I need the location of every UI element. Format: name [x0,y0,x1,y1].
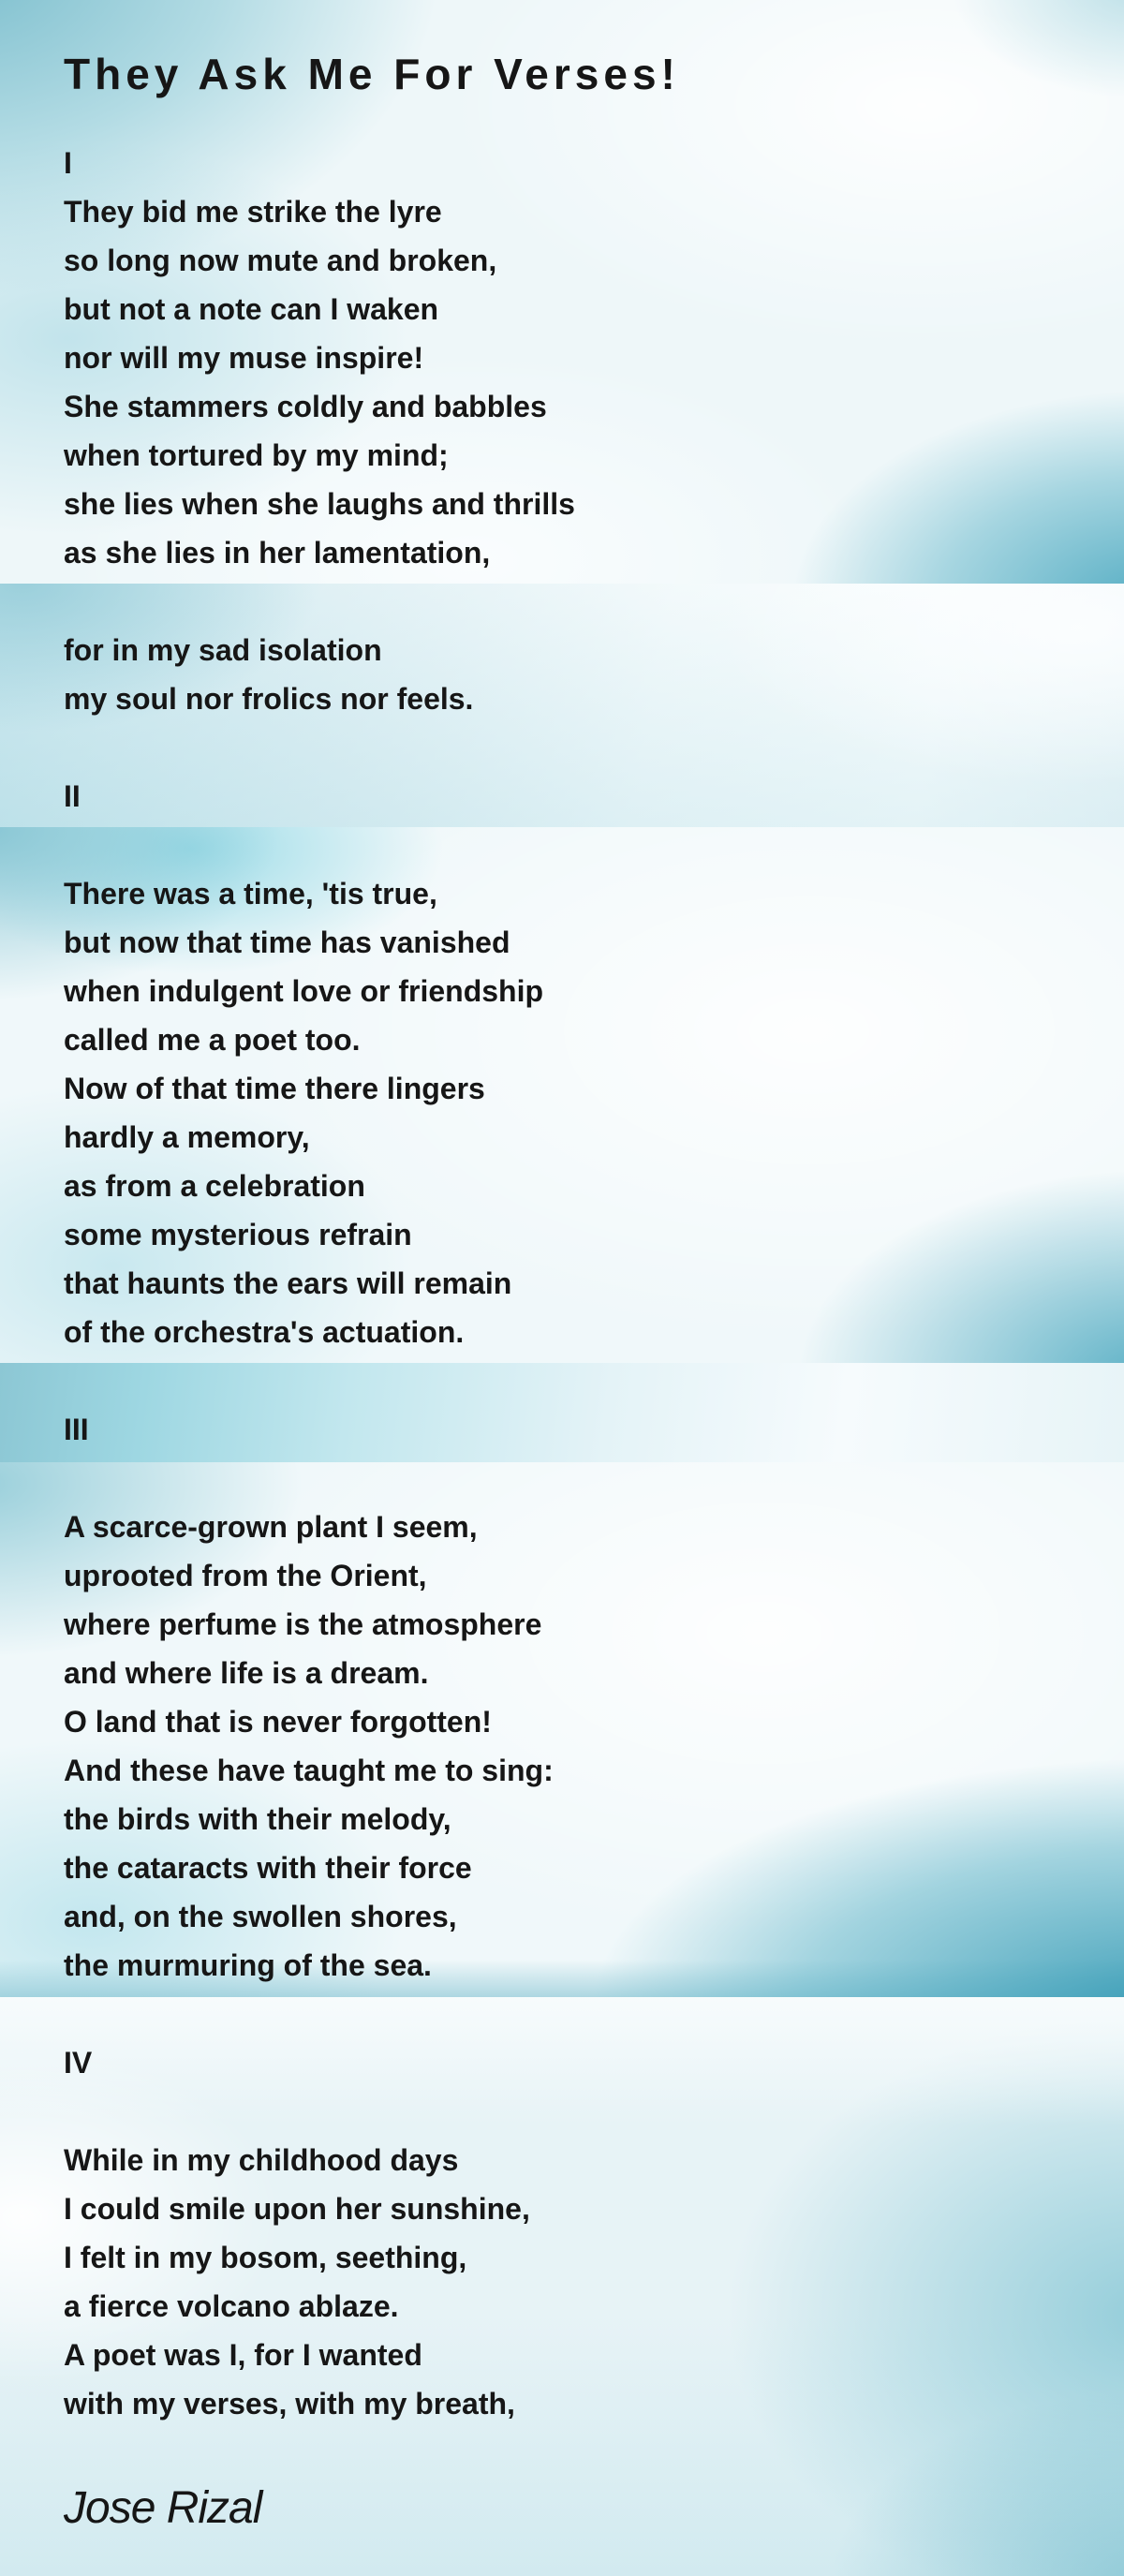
poem-line: A poet was I, for I wanted [64,2338,422,2372]
poem-line: A scarce-grown plant I seem, [64,1510,478,1544]
poem-blank-line [64,1454,1057,1503]
poem-line: when tortured by my mind; [64,438,449,472]
poem-line: but now that time has vanished [64,925,510,959]
poem-line: for in my sad isolation [64,633,382,667]
poem-body [64,139,1057,2428]
poem-line: but not a note can I waken [64,292,439,326]
poem-line: Now of that time there lingers [64,1072,485,1105]
poem-line: when indulgent love or friendship [64,974,544,1008]
poem-line: she lies when she laughs and thrills [64,487,575,521]
poem-line: While in my childhood days [64,2143,459,2177]
poem-line: They bid me strike the lyre [64,195,442,229]
poem-line: as from a celebration [64,1169,365,1203]
poem-blank-line [64,723,1057,772]
poem-line: my soul nor frolics nor feels. [64,682,474,716]
poem-line: as she lies in her lamentation, [64,536,491,570]
poem-line: called me a poet too. [64,1023,361,1057]
poem-line: She stammers coldly and babbles [64,390,547,423]
poem-blank-line [64,821,1057,869]
poem-blank-line [64,2087,1057,2136]
poem-line: the birds with their melody, [64,1802,451,1836]
poem-line: And these have taught me to sing: [64,1754,554,1787]
poem-line: a fierce volcano ablaze. [64,2289,399,2323]
poem-line: so long now mute and broken, [64,244,497,277]
poem-line: I could smile upon her sunshine, [64,2192,530,2226]
poem-title: They Ask Me For Verses! [64,50,680,98]
poem-line: with my verses, with my breath, [64,2387,515,2421]
poem-line: some mysterious refrain [64,1218,412,1251]
poem-line: of the orchestra's actuation. [64,1315,465,1349]
poem-line: where perfume is the atmosphere [64,1607,542,1641]
poem-line: I [64,146,72,180]
poem-blank-line [64,1990,1057,2038]
poem-line: II [64,779,81,813]
poem-line: IV [64,2046,93,2080]
poem-line: that haunts the ears will remain [64,1266,512,1300]
poem-line: the cataracts with their force [64,1851,472,1885]
poem-line: There was a time, 'tis true, [64,877,437,910]
poem-line: nor will my muse inspire! [64,341,424,375]
poem-line: III [64,1413,89,1446]
poem-line: the murmuring of the sea. [64,1948,432,1982]
poem-line: O land that is never forgotten! [64,1705,492,1739]
poem-blank-line [64,1356,1057,1405]
poem-line: and, on the swollen shores, [64,1900,457,1933]
poem-line: uprooted from the Orient, [64,1559,427,1592]
poem-line: and where life is a dream. [64,1656,429,1690]
poem-blank-line [64,577,1057,626]
poem-line: hardly a memory, [64,1120,310,1154]
author-signature: Jose Rizal [64,2483,262,2533]
poem-line: I felt in my bosom, seething, [64,2241,467,2274]
